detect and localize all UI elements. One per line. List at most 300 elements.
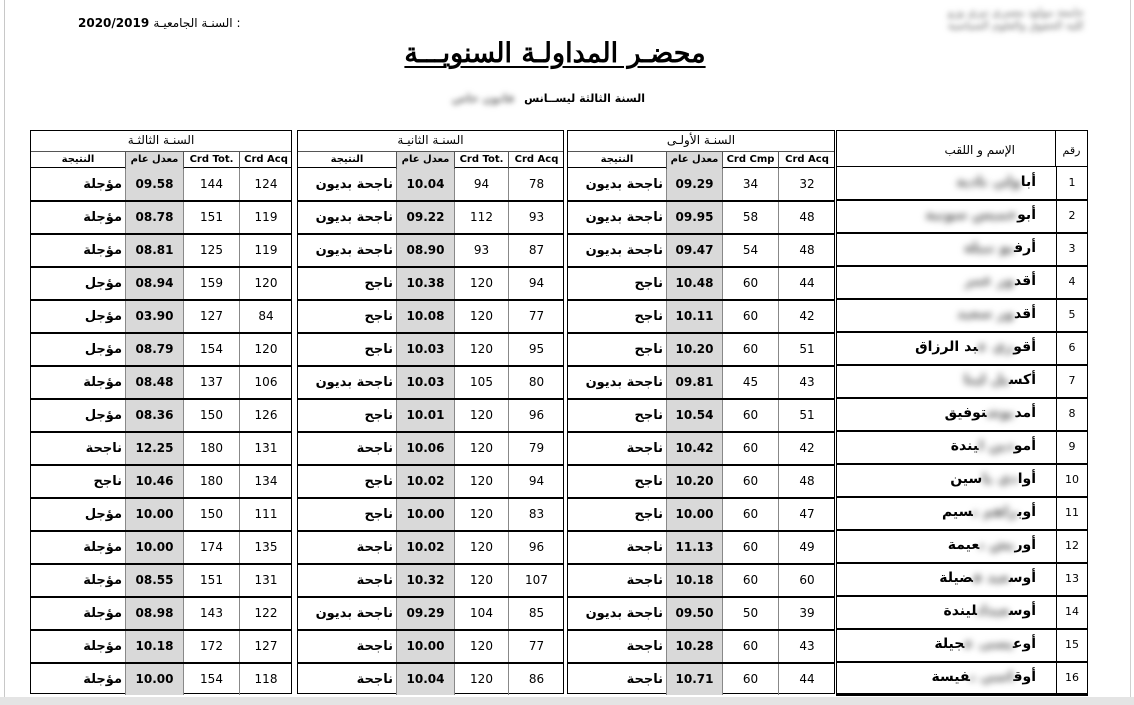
page-edge-left: [4, 0, 5, 705]
year-2-result-cell: ناجحة بديون: [315, 375, 393, 390]
year-3-crd-acq-cell: 127: [239, 631, 292, 662]
student-name-redacted: اسي ن: [970, 669, 1014, 685]
year-2-result-cell: ناجحة: [356, 639, 393, 654]
year-1-result-cell: ناجحة: [626, 672, 663, 687]
academic-year-value: 2020/2019: [78, 16, 150, 30]
student-name-end: فيسة: [931, 669, 970, 685]
year-1-crd-acq-cell: 44: [778, 664, 835, 695]
student-name-redacted: ور سعيد: [956, 306, 1014, 322]
year-3-crd-acq-cell: 126: [239, 400, 292, 431]
year-1-crd-acq-cell: 49: [778, 532, 835, 563]
year-2-crd-acq-cell: 93: [508, 202, 564, 233]
year-2-average-cell: 10.03: [396, 334, 454, 365]
year-3-average-cell: 10.00: [125, 499, 183, 530]
year-3-result-cell: مؤجلة: [83, 606, 122, 621]
year-1-row: [568, 267, 834, 300]
year-1-result-cell: ناجحة: [626, 441, 663, 456]
year-1-crd-2-cell: 60: [722, 565, 778, 596]
row-number: 4: [1056, 266, 1088, 299]
year-2-crd-2-cell: 120: [454, 532, 508, 563]
year-1-result-cell: ناجحة بديون: [585, 177, 663, 192]
year-2-row: [298, 333, 563, 366]
year-1-result-cell: ناجح: [634, 474, 663, 489]
year-3-average-header: معدل عام: [125, 152, 183, 169]
year-3-crd-2-cell: 154: [183, 664, 239, 695]
row-number: 6: [1056, 332, 1088, 365]
year-1-result-cell: ناجحة بديون: [585, 210, 663, 225]
year-3-row: [31, 201, 291, 234]
year-3-average-cell: 08.55: [125, 565, 183, 596]
year-2-average-cell: 10.00: [396, 499, 454, 530]
student-name-visible: أوس: [1008, 570, 1036, 586]
year-3-average-cell: 08.98: [125, 598, 183, 629]
year-3-result-cell: مؤجل: [84, 507, 122, 522]
year-1-crd-acq-cell: 32: [778, 169, 835, 200]
row-number: 16: [1056, 662, 1088, 695]
year-2-crd-acq-cell: 83: [508, 499, 564, 530]
year-1-crd-acq-cell: 39: [778, 598, 835, 629]
student-name-visible: أقد: [1013, 273, 1036, 289]
student-name: [836, 200, 1056, 233]
row-number: 13: [1056, 563, 1088, 596]
year-2-crd-2-cell: 120: [454, 664, 508, 695]
year-1-average-cell: 09.95: [666, 202, 722, 233]
year-1-crd-acq-cell: 48: [778, 235, 835, 266]
student-name-redacted: ور عمر: [964, 273, 1014, 289]
year-3-crd-acq-header: Crd Acq: [239, 152, 292, 169]
year-1-average-cell: 10.18: [666, 565, 722, 596]
student-name-redacted: دين ل: [978, 438, 1014, 454]
row-number: 10: [1056, 464, 1088, 497]
row-number: 11: [1056, 497, 1088, 530]
year-1-row: [568, 531, 834, 564]
number-column-header: رقم: [1056, 130, 1088, 167]
year-3-title: السنـة الثالثـة: [127, 133, 195, 147]
year-2-result-cell: ناجح: [364, 342, 393, 357]
year-1-crd-cmp-header: Crd Cmp: [722, 152, 778, 169]
name-row-divider: [836, 694, 1088, 696]
row-number: 7: [1056, 365, 1088, 398]
year-3-result-cell: مؤجل: [84, 342, 122, 357]
year-3-result-cell: مؤجل: [84, 276, 122, 291]
year-3-crd-2-cell: 150: [183, 499, 239, 530]
year-1-crd-2-cell: 60: [722, 466, 778, 497]
student-name-visible: أمد: [1014, 405, 1036, 421]
year-1-average-cell: 09.47: [666, 235, 722, 266]
university-name: جامعة مولود معمري تيزي وزو: [948, 6, 1084, 19]
student-name-visible: أقو: [1013, 339, 1036, 355]
year-1-row: [568, 564, 834, 597]
year-3-crd-2-cell: 151: [183, 202, 239, 233]
year-2-result-cell: ناجحة بديون: [315, 243, 393, 258]
year-1-crd-2-cell: 60: [722, 334, 778, 365]
year-3-row: [31, 630, 291, 663]
year-1-crd-acq-cell: 51: [778, 334, 835, 365]
year-2-crd-2-cell: 120: [454, 631, 508, 662]
year-2-average-cell: 10.38: [396, 268, 454, 299]
student-name-redacted: يوش: [986, 405, 1015, 421]
student-name-end: سيم: [941, 504, 973, 520]
row-number: 5: [1056, 299, 1088, 332]
year-2-crd-2-cell: 94: [454, 169, 508, 200]
year-1-crd-2-cell: 50: [722, 598, 778, 629]
year-3-average-cell: 08.94: [125, 268, 183, 299]
year-1-result-cell: ناجحة بديون: [585, 375, 663, 390]
year-3-crd-tot-header: Crd Tot.: [183, 152, 239, 169]
year-1-average-cell: 10.20: [666, 334, 722, 365]
year-2-result-cell: ناجح: [364, 474, 393, 489]
year-3-result-cell: مؤجلة: [83, 210, 122, 225]
year-1-row: [568, 498, 834, 531]
year-1-result-cell: ناجحة بديون: [585, 606, 663, 621]
year-1-result-cell: ناجحة: [626, 540, 663, 555]
student-name: [836, 530, 1056, 563]
student-name: [836, 299, 1056, 332]
year-1-crd-acq-header: Crd Acq: [778, 152, 835, 169]
year-2-crd-acq-cell: 96: [508, 532, 564, 563]
year-1-crd-acq-cell: 44: [778, 268, 835, 299]
year-1-average-cell: 10.54: [666, 400, 722, 431]
year-2-panel: [297, 130, 564, 694]
student-name-end: سين: [950, 471, 983, 487]
year-2-header: [298, 131, 563, 168]
year-3-crd-acq-cell: 106: [239, 367, 292, 398]
year-3-row: [31, 564, 291, 597]
year-2-average-cell: 10.06: [396, 433, 454, 464]
year-3-crd-acq-cell: 122: [239, 598, 292, 629]
year-3-result-cell: مؤجلة: [83, 243, 122, 258]
academic-year: [78, 16, 241, 30]
year-2-crd-2-cell: 120: [454, 499, 508, 530]
year-3-row: [31, 597, 291, 630]
year-1-row: [568, 300, 834, 333]
year-2-row: [298, 366, 563, 399]
row-number: 9: [1056, 431, 1088, 464]
student-name: [836, 266, 1056, 299]
student-name: [836, 431, 1056, 464]
year-1-row: [568, 333, 834, 366]
student-name-visible: أوب: [1017, 504, 1036, 520]
year-1-average-cell: 10.71: [666, 664, 722, 695]
year-2-average-cell: 10.08: [396, 301, 454, 332]
year-1-average-cell: 09.81: [666, 367, 722, 398]
student-name: [836, 332, 1056, 365]
student-name-redacted: خميس سونية: [925, 207, 1018, 223]
year-1-crd-2-cell: 60: [722, 532, 778, 563]
student-name: [836, 233, 1056, 266]
student-name-visible: أوع: [1012, 636, 1036, 652]
year-2-crd-acq-cell: 85: [508, 598, 564, 629]
year-3-crd-acq-cell: 84: [239, 301, 292, 332]
year-1-crd-acq-cell: 48: [778, 202, 835, 233]
year-2-row: [298, 564, 563, 597]
year-1-row: [568, 366, 834, 399]
year-2-average-cell: 10.01: [396, 400, 454, 431]
year-3-crd-acq-cell: 134: [239, 466, 292, 497]
year-1-average-cell: 10.11: [666, 301, 722, 332]
year-3-crd-acq-cell: 131: [239, 565, 292, 596]
year-1-result-cell: ناجح: [634, 507, 663, 522]
year-3-subheader: [31, 151, 291, 168]
year-2-result-cell: ناجحة: [356, 672, 393, 687]
year-2-average-cell: 08.90: [396, 235, 454, 266]
year-2-crd-acq-header: Crd Acq: [508, 152, 564, 169]
year-3-crd-acq-cell: 131: [239, 433, 292, 464]
student-name-visible: أور: [1014, 537, 1036, 553]
year-3-crd-acq-cell: 135: [239, 532, 292, 563]
year-1-average-cell: 09.29: [666, 169, 722, 200]
year-1-result-cell: ناجح: [634, 276, 663, 291]
year-3-result-cell: ناجحة: [85, 441, 122, 456]
year-2-crd-2-cell: 120: [454, 301, 508, 332]
year-1-row: [568, 234, 834, 267]
year-3-crd-2-cell: 125: [183, 235, 239, 266]
year-2-result-cell: ناجح: [364, 408, 393, 423]
year-3-row: [31, 333, 291, 366]
year-2-result-cell: ناجح: [364, 507, 393, 522]
year-2-crd-2-cell: 120: [454, 565, 508, 596]
year-1-crd-acq-cell: 43: [778, 631, 835, 662]
year-1-crd-acq-cell: 47: [778, 499, 835, 530]
year-3-row: [31, 366, 291, 399]
year-2-crd-acq-cell: 78: [508, 169, 564, 200]
university-header: [874, 6, 1084, 32]
student-name-visible: أوا: [1017, 471, 1036, 487]
year-2-row: [298, 432, 563, 465]
year-1-average-cell: 09.50: [666, 598, 722, 629]
year-1-crd-2-cell: 60: [722, 400, 778, 431]
year-2-average-header: معدل عام: [396, 152, 454, 169]
year-1-crd-2-cell: 60: [722, 631, 778, 662]
year-3-result-cell: ناجح: [93, 474, 122, 489]
year-2-result-cell: ناجحة: [356, 441, 393, 456]
year-3-row: [31, 399, 291, 432]
year-3-crd-acq-cell: 120: [239, 268, 292, 299]
page-edge-right: [1130, 0, 1131, 705]
year-2-average-cell: 10.02: [396, 532, 454, 563]
year-1-average-cell: 10.00: [666, 499, 722, 530]
year-2-row: [298, 531, 563, 564]
row-number: 14: [1056, 596, 1088, 629]
year-1-row: [568, 201, 834, 234]
year-2-crd-2-cell: 120: [454, 334, 508, 365]
year-3-row: [31, 531, 291, 564]
student-name: [836, 629, 1056, 662]
year-1-average-cell: 10.28: [666, 631, 722, 662]
year-2-result-cell: ناجح: [364, 309, 393, 324]
year-3-result-cell: مؤجل: [84, 408, 122, 423]
student-name-end: ليندة: [943, 603, 977, 619]
year-3-row: [31, 267, 291, 300]
student-name-visible: أوس: [1008, 603, 1036, 619]
year-2-row: [298, 300, 563, 333]
year-3-row: [31, 432, 291, 465]
year-3-crd-2-cell: 180: [183, 466, 239, 497]
year-2-crd-acq-cell: 77: [508, 301, 564, 332]
student-name-visible: أكس: [1008, 372, 1036, 388]
row-number: 1: [1056, 167, 1088, 200]
student-name-redacted: يسى ع: [964, 636, 1013, 652]
year-2-crd-acq-cell: 95: [508, 334, 564, 365]
year-3-row: [31, 663, 291, 696]
program-specialty: قانون خاص: [451, 92, 515, 105]
year-2-row: [298, 630, 563, 663]
year-2-crd-2-cell: 120: [454, 466, 508, 497]
year-1-crd-2-cell: 60: [722, 301, 778, 332]
year-3-crd-acq-cell: 120: [239, 334, 292, 365]
year-1-row: [568, 399, 834, 432]
year-3-crd-2-cell: 143: [183, 598, 239, 629]
student-name: [836, 398, 1056, 431]
year-2-crd-tot-header: Crd Tot.: [454, 152, 508, 169]
row-number: 2: [1056, 200, 1088, 233]
year-3-crd-2-cell: 174: [183, 532, 239, 563]
year-3-result-cell: مؤجلة: [83, 177, 122, 192]
year-1-row: [568, 630, 834, 663]
year-3-average-cell: 08.79: [125, 334, 183, 365]
year-3-crd-acq-cell: 119: [239, 235, 292, 266]
year-3-result-cell: مؤجلة: [83, 672, 122, 687]
student-name-visible: أرف: [1013, 240, 1036, 256]
year-1-result-cell: ناجح: [634, 408, 663, 423]
year-2-crd-acq-cell: 80: [508, 367, 564, 398]
row-number: 15: [1056, 629, 1088, 662]
year-2-result-cell: ناجحة بديون: [315, 606, 393, 621]
year-3-result-cell: مؤجل: [84, 309, 122, 324]
student-name-visible: أوق: [1013, 669, 1036, 685]
year-1-result-header: النتيجة: [600, 154, 634, 165]
year-2-crd-2-cell: 120: [454, 433, 508, 464]
faculty-name: كلية الحقوق والعلوم السياسية: [947, 19, 1084, 32]
year-3-average-cell: 10.00: [125, 532, 183, 563]
student-name: [836, 365, 1056, 398]
student-name-redacted: دي يا: [982, 471, 1018, 487]
year-3-result-cell: مؤجلة: [83, 540, 122, 555]
year-3-crd-acq-cell: 124: [239, 169, 292, 200]
year-2-crd-acq-cell: 96: [508, 400, 564, 431]
year-3-result-cell: مؤجلة: [83, 639, 122, 654]
year-1-row: [568, 465, 834, 498]
year-3-crd-2-cell: 180: [183, 433, 239, 464]
year-1-row: [568, 663, 834, 696]
year-2-crd-2-cell: 112: [454, 202, 508, 233]
year-2-result-cell: ناجحة بديون: [315, 210, 393, 225]
student-name: [836, 167, 1056, 200]
year-1-crd-2-cell: 54: [722, 235, 778, 266]
year-1-average-cell: 11.13: [666, 532, 722, 563]
year-2-crd-acq-cell: 87: [508, 235, 564, 266]
program-subtitle: [430, 92, 645, 105]
year-2-average-cell: 09.29: [396, 598, 454, 629]
year-3-average-cell: 12.25: [125, 433, 183, 464]
year-3-crd-acq-cell: 118: [239, 664, 292, 695]
year-1-panel: [567, 130, 835, 694]
year-1-result-cell: ناجحة بديون: [585, 243, 663, 258]
year-2-average-cell: 10.03: [396, 367, 454, 398]
row-number: 3: [1056, 233, 1088, 266]
year-1-result-cell: ناجح: [634, 342, 663, 357]
year-1-average-header: معدل عام: [666, 152, 722, 169]
year-3-row: [31, 300, 291, 333]
year-2-crd-2-cell: 120: [454, 400, 508, 431]
student-name-visible: أبو: [1017, 207, 1036, 223]
year-1-header: [568, 131, 834, 168]
year-2-average-cell: 10.32: [396, 565, 454, 596]
year-2-result-cell: ناجح: [364, 276, 393, 291]
program-level: السنة الثالثة ليســانس: [524, 92, 645, 105]
year-1-crd-2-cell: 60: [722, 664, 778, 695]
year-1-result-cell: ناجحة: [626, 639, 663, 654]
year-2-row: [298, 399, 563, 432]
year-1-row: [568, 432, 834, 465]
year-3-header: [31, 131, 291, 168]
student-name-end: بد الرزاق: [915, 339, 978, 355]
year-2-crd-acq-cell: 86: [508, 664, 564, 695]
year-3-crd-2-cell: 159: [183, 268, 239, 299]
year-3-crd-2-cell: 137: [183, 367, 239, 398]
year-1-average-cell: 10.42: [666, 433, 722, 464]
row-number: 12: [1056, 530, 1088, 563]
student-name: [836, 464, 1056, 497]
year-3-average-cell: 03.90: [125, 301, 183, 332]
academic-year-label: السنـة الجامعيـة :: [153, 16, 241, 30]
year-3-crd-2-cell: 172: [183, 631, 239, 662]
student-name-visible: أقد: [1013, 306, 1036, 322]
student-name-end: توفيق: [944, 405, 987, 421]
year-2-crd-acq-cell: 79: [508, 433, 564, 464]
year-1-crd-acq-cell: 43: [778, 367, 835, 398]
year-2-average-cell: 10.02: [396, 466, 454, 497]
year-2-row: [298, 234, 563, 267]
year-1-title: السنـة الأولـى: [666, 133, 736, 147]
year-3-crd-2-cell: 150: [183, 400, 239, 431]
year-2-result-cell: ناجحة: [356, 573, 393, 588]
year-1-result-cell: ناجحة: [626, 573, 663, 588]
year-3-average-cell: 08.48: [125, 367, 183, 398]
year-2-row: [298, 201, 563, 234]
year-2-average-cell: 10.00: [396, 631, 454, 662]
year-1-crd-2-cell: 60: [722, 268, 778, 299]
year-1-crd-acq-cell: 60: [778, 565, 835, 596]
year-1-row: [568, 168, 834, 201]
year-2-crd-acq-cell: 77: [508, 631, 564, 662]
student-name-end: جيلة: [934, 636, 965, 652]
year-2-average-cell: 09.22: [396, 202, 454, 233]
year-2-crd-2-cell: 104: [454, 598, 508, 629]
year-2-row: [298, 498, 563, 531]
year-3-row: [31, 168, 291, 201]
year-3-result-cell: مؤجلة: [83, 573, 122, 588]
year-3-average-cell: 10.18: [125, 631, 183, 662]
year-3-average-cell: 08.36: [125, 400, 183, 431]
year-2-row: [298, 597, 563, 630]
year-2-row: [298, 465, 563, 498]
student-name: [836, 662, 1056, 695]
year-2-subheader: [298, 151, 563, 168]
student-name-redacted: يل لينا: [963, 372, 1009, 388]
year-3-panel: [30, 130, 292, 694]
year-3-average-cell: 09.58: [125, 169, 183, 200]
year-1-crd-2-cell: 45: [722, 367, 778, 398]
year-1-crd-acq-cell: 42: [778, 301, 835, 332]
year-1-row: [568, 597, 834, 630]
year-1-average-cell: 10.20: [666, 466, 722, 497]
student-name-redacted: يو نبيلة: [963, 240, 1014, 256]
year-3-crd-acq-cell: 111: [239, 499, 292, 530]
year-2-average-cell: 10.04: [396, 169, 454, 200]
year-1-average-cell: 10.48: [666, 268, 722, 299]
year-3-average-cell: 10.46: [125, 466, 183, 497]
